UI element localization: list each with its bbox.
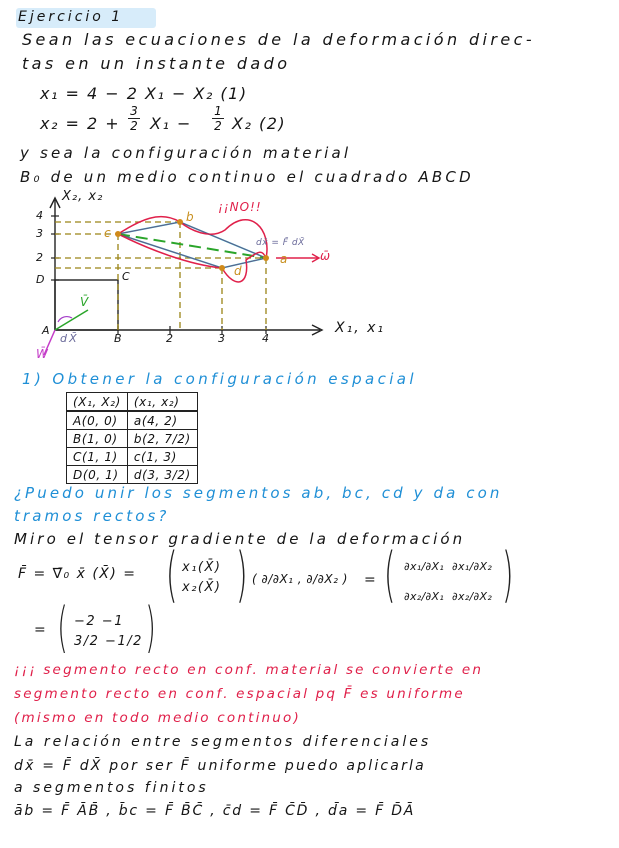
y-tick-D: D — [36, 273, 47, 286]
W-label: W̄ — [36, 347, 51, 361]
x-tick-4: 4 — [262, 332, 272, 345]
red-note-line-3: (mismo en todo medio continuo) — [14, 710, 301, 726]
y-tick-3: 3 — [36, 227, 46, 240]
no-label: ¡¡NO!! — [218, 200, 262, 214]
jacobian-22: ∂x₂/∂X₂ — [452, 590, 493, 603]
table-row: B(1, 0) b(2, 7/2) — [67, 430, 198, 448]
label-b: b — [186, 210, 196, 224]
paren-close-1: ) — [235, 540, 248, 610]
equals-sign: = — [364, 572, 378, 588]
equation-2-part-b: X₁ − — [150, 114, 192, 133]
paren-close-3: ) — [145, 596, 156, 659]
x-tick-B: B — [114, 332, 124, 345]
label-c: c — [104, 226, 113, 240]
origin-label-A: A — [42, 324, 52, 337]
point-b — [177, 219, 183, 225]
y-axis-label: X₂, x₂ — [62, 189, 104, 204]
configuration-table — [66, 392, 198, 484]
closing-line-1: La relación entre segmentos diferenciales — [14, 734, 432, 750]
dx-label: dx̄ = F̄ dX̄ — [256, 238, 305, 248]
red-note-line-1: ¡¡¡ segmento recto en conf. material se convierte en — [14, 662, 484, 678]
column-x2: x₂(X̄) — [182, 580, 222, 595]
config-line-2: B₀ de un medio continuo el cuadrado ABCD — [20, 168, 474, 186]
closing-line-2: dx̄ = F̄ dX̄ por ser F̄ uniforme puedo aplicarla — [14, 758, 426, 774]
intro-line-2: tas en un instante dado — [22, 54, 291, 73]
F-definition: F̄ = ∇̄₀ x̄ (X̄) = — [18, 566, 137, 582]
jacobian-12: ∂x₁/∂X₂ — [452, 560, 493, 573]
paren-open-1: ( — [165, 540, 178, 610]
result-row-1: −2 −1 — [74, 614, 124, 629]
closing-line-4: āb = F̄ ĀB̄ , b̄c = F̄ B̄C̄ , c̄d = F̄ C̄D̄ , d̄a = F̄ D̄Ā — [14, 803, 416, 819]
label-C: C — [122, 270, 132, 283]
point-c — [115, 231, 121, 237]
equation-1: x₁ = 4 − 2 X₁ − X₂ (1) — [40, 84, 248, 103]
config-line-1: y sea la configuración material — [20, 144, 352, 162]
table-header-spatial: (x₁, x₂) — [127, 393, 197, 412]
paren-open-3: ( — [57, 596, 68, 659]
equation-2-part-a: x₂ = 2 + — [40, 114, 121, 133]
label-a: a — [280, 252, 290, 266]
question-2-line-2: tramos rectos? — [14, 507, 170, 525]
table-row: D(0, 1) d(3, 3/2) — [67, 466, 198, 484]
table-header-material: (X₁, X₂) — [67, 393, 128, 412]
dX-label: dX̄ — [60, 332, 79, 345]
point-a — [263, 255, 269, 261]
omega-label: ω̄ — [320, 249, 333, 263]
red-note-line-2: segmento recto en conf. espacial pq F̄ es uniforme — [14, 686, 465, 702]
paren-open-2: ( — [383, 540, 396, 610]
x-axis-label: X₁, x₁ — [335, 320, 386, 336]
result-row-2: 3/2 −1/2 — [74, 634, 143, 649]
paren-close-2: ) — [501, 540, 514, 610]
exercise-title: Ejercicio 1 — [18, 9, 124, 25]
question-1: 1) Obtener la configuración espacial — [22, 370, 417, 388]
fraction-1-2: 1 2 — [212, 104, 224, 133]
intro-line-1: Sean las ecuaciones de la deformación direc- — [22, 30, 535, 49]
result-equals: = — [34, 622, 48, 638]
y-tick-4: 4 — [36, 209, 46, 222]
green-dashed-diagonal — [118, 234, 266, 258]
fraction-3-2: 3 2 — [128, 104, 140, 133]
y-tick-2: 2 — [36, 251, 46, 264]
question-2-line-1: ¿Puedo unir los segmentos ab, bc, cd y da con — [14, 484, 503, 502]
table-row: C(1, 1) c(1, 3) — [67, 448, 198, 466]
gradient-operator-row: ( ∂/∂X₁ , ∂/∂X₂ ) — [252, 572, 348, 586]
gradient-intro: Miro el tensor gradiente de la deformación — [14, 530, 466, 548]
x-tick-2: 2 — [166, 332, 176, 345]
equation-2-part-c: X₂ (2) — [232, 114, 287, 133]
point-d — [219, 265, 225, 271]
jacobian-11: ∂x₁/∂X₁ — [404, 560, 445, 573]
column-x1: x₁(X̄) — [182, 560, 222, 575]
table-row: A(0, 0) a(4, 2) — [67, 411, 198, 430]
closing-line-3: a segmentos finitos — [14, 780, 209, 796]
x-tick-3: 3 — [218, 332, 228, 345]
V-label: V̄ — [80, 295, 91, 309]
label-d: d — [234, 264, 244, 278]
jacobian-21: ∂x₂/∂X₁ — [404, 590, 445, 603]
